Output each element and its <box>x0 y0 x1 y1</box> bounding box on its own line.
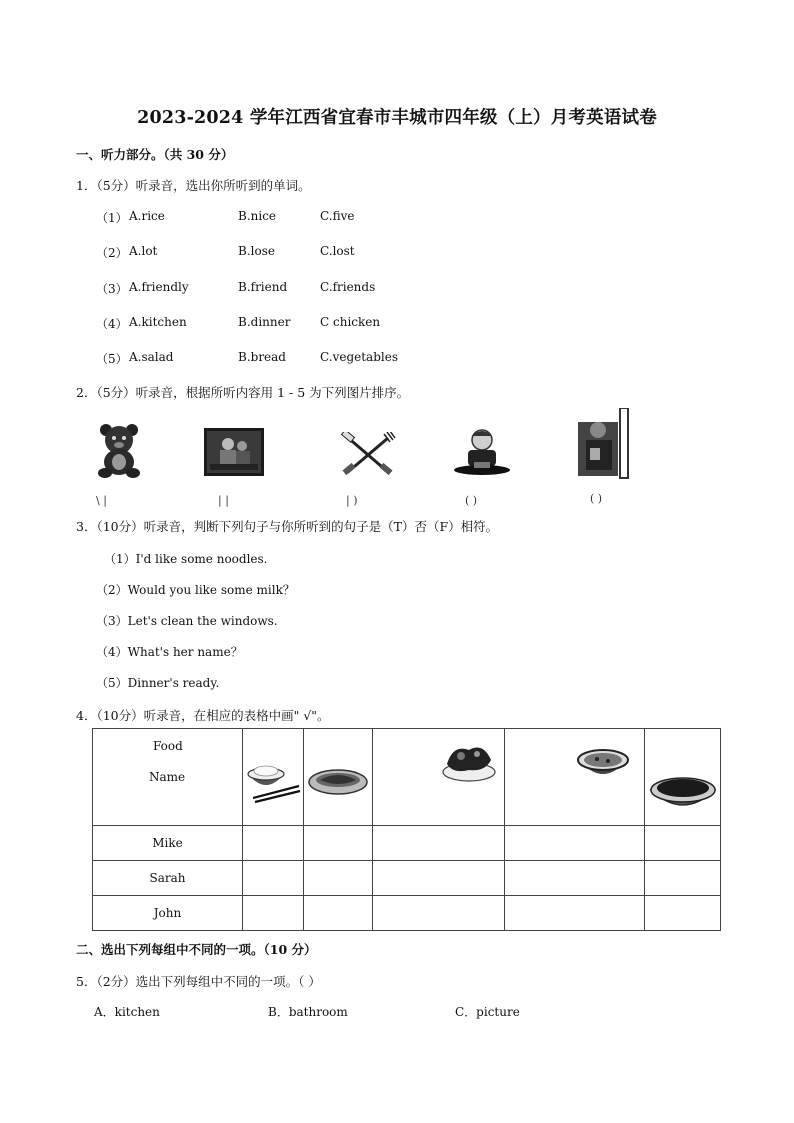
knife-fork-image <box>340 432 396 476</box>
food-col-vegetables <box>373 729 505 826</box>
page-title: 2023-2024 学年江西省宜春市丰城市四年级（上）月考英语试卷 <box>137 108 657 128</box>
people-photo-image <box>204 428 264 476</box>
q3-item-4: （4）What's her name？ <box>96 645 243 659</box>
header-food-label: Food <box>153 739 183 753</box>
q1-row-2-option-a: A.lot <box>129 244 158 258</box>
question-4-stem: 4．（10分）听录音，在相应的表格中画" √"。 <box>76 708 330 723</box>
section-2-heading: 二、选出下列每组中不同的一项。（10 分） <box>76 942 317 957</box>
table-cell[interactable] <box>373 861 505 896</box>
food-table <box>92 728 721 931</box>
q1-row-2-option-c: C.lost <box>320 244 355 258</box>
q1-row-4-option-c: C chicken <box>320 315 381 329</box>
table-header-cell <box>93 729 243 826</box>
question-3-stem: 3．（10分）听录音，判断下列句子与你所听到的句子是（T）否（F）相符。 <box>76 519 499 534</box>
q1-row-4-num: （4） <box>96 317 128 331</box>
q1-row-3-num: （3） <box>96 282 128 296</box>
q1-row-1-option-a: A.rice <box>129 209 165 223</box>
question-2-stem: 2．（5分）听录音，根据所听内容用 1 - 5 为下列图片排序。 <box>76 385 410 400</box>
row-name-john: John <box>93 896 243 931</box>
soup-bowl-image <box>505 730 644 825</box>
teddy-bear-image <box>94 422 144 480</box>
q2-blank-2[interactable]: | | <box>218 494 229 507</box>
q1-row-1-num: （1） <box>96 211 128 225</box>
q3-item-1: （1）I'd like some noodles. <box>104 552 268 566</box>
q3-item-2: （2）Would you like some milk？ <box>96 583 295 597</box>
q1-row-5-option-a: A.salad <box>129 350 174 364</box>
row-name-sarah: Sarah <box>93 861 243 896</box>
q2-blank-5[interactable]: ( ) <box>590 492 603 505</box>
food-col-rice <box>243 729 304 826</box>
noodles-bowl-image <box>645 730 720 825</box>
person-eating-image <box>452 426 514 478</box>
vegetables-plate-image <box>373 730 504 825</box>
table-cell[interactable] <box>304 861 373 896</box>
question-5-stem: 5．（2分）选出下列每组中不同的一项。（ ） <box>76 974 321 989</box>
table-cell[interactable] <box>505 826 645 861</box>
food-col-noodles <box>645 729 721 826</box>
q5-option-c[interactable]: C．picture <box>455 1005 520 1019</box>
table-cell[interactable] <box>243 826 304 861</box>
section-1-heading: 一、听力部分。（共 30 分） <box>76 147 234 162</box>
food-col-fish <box>304 729 373 826</box>
row-name-mike: Mike <box>93 826 243 861</box>
q2-blank-3[interactable]: | ) <box>346 494 358 507</box>
rice-bowl-image <box>243 730 303 825</box>
table-cell[interactable] <box>243 861 304 896</box>
q1-row-2-option-b: B.lose <box>238 244 275 258</box>
q1-row-4-option-b: B.dinner <box>238 315 291 329</box>
table-cell[interactable] <box>373 826 505 861</box>
q2-blank-4[interactable]: ( ) <box>465 494 478 507</box>
q1-row-3-option-a: A.friendly <box>129 280 189 294</box>
table-cell[interactable] <box>373 896 505 931</box>
q3-item-3: （3）Let's clean the windows. <box>96 614 278 628</box>
q1-row-1-option-c: C.five <box>320 209 355 223</box>
q5-option-a[interactable]: A．kitchen <box>94 1005 160 1019</box>
q1-row-3-option-c: C.friends <box>320 280 376 294</box>
q3-item-5: （5）Dinner's ready. <box>96 676 220 690</box>
q1-row-5-num: （5） <box>96 352 128 366</box>
table-cell[interactable] <box>645 861 721 896</box>
fish-plate-image <box>304 730 372 825</box>
table-cell[interactable] <box>243 896 304 931</box>
q1-row-2-num: （2） <box>96 246 128 260</box>
table-cell[interactable] <box>505 861 645 896</box>
q1-row-4-option-a: A.kitchen <box>129 315 187 329</box>
header-name-label: Name <box>149 770 186 784</box>
person-by-door-image <box>576 408 632 480</box>
q5-option-b[interactable]: B．bathroom <box>268 1005 348 1019</box>
table-cell[interactable] <box>645 896 721 931</box>
q1-row-5-option-b: B.bread <box>238 350 286 364</box>
table-cell[interactable] <box>645 826 721 861</box>
question-1-stem: 1．（5分）听录音，选出你所听到的单词。 <box>76 178 311 193</box>
q1-row-3-option-b: B.friend <box>238 280 288 294</box>
q2-blank-1[interactable]: \ | <box>96 494 107 507</box>
food-col-soup <box>505 729 645 826</box>
q1-row-5-option-c: C.vegetables <box>320 350 398 364</box>
table-cell[interactable] <box>304 826 373 861</box>
q1-row-1-option-b: B.nice <box>238 209 277 223</box>
table-cell[interactable] <box>304 896 373 931</box>
table-cell[interactable] <box>505 896 645 931</box>
